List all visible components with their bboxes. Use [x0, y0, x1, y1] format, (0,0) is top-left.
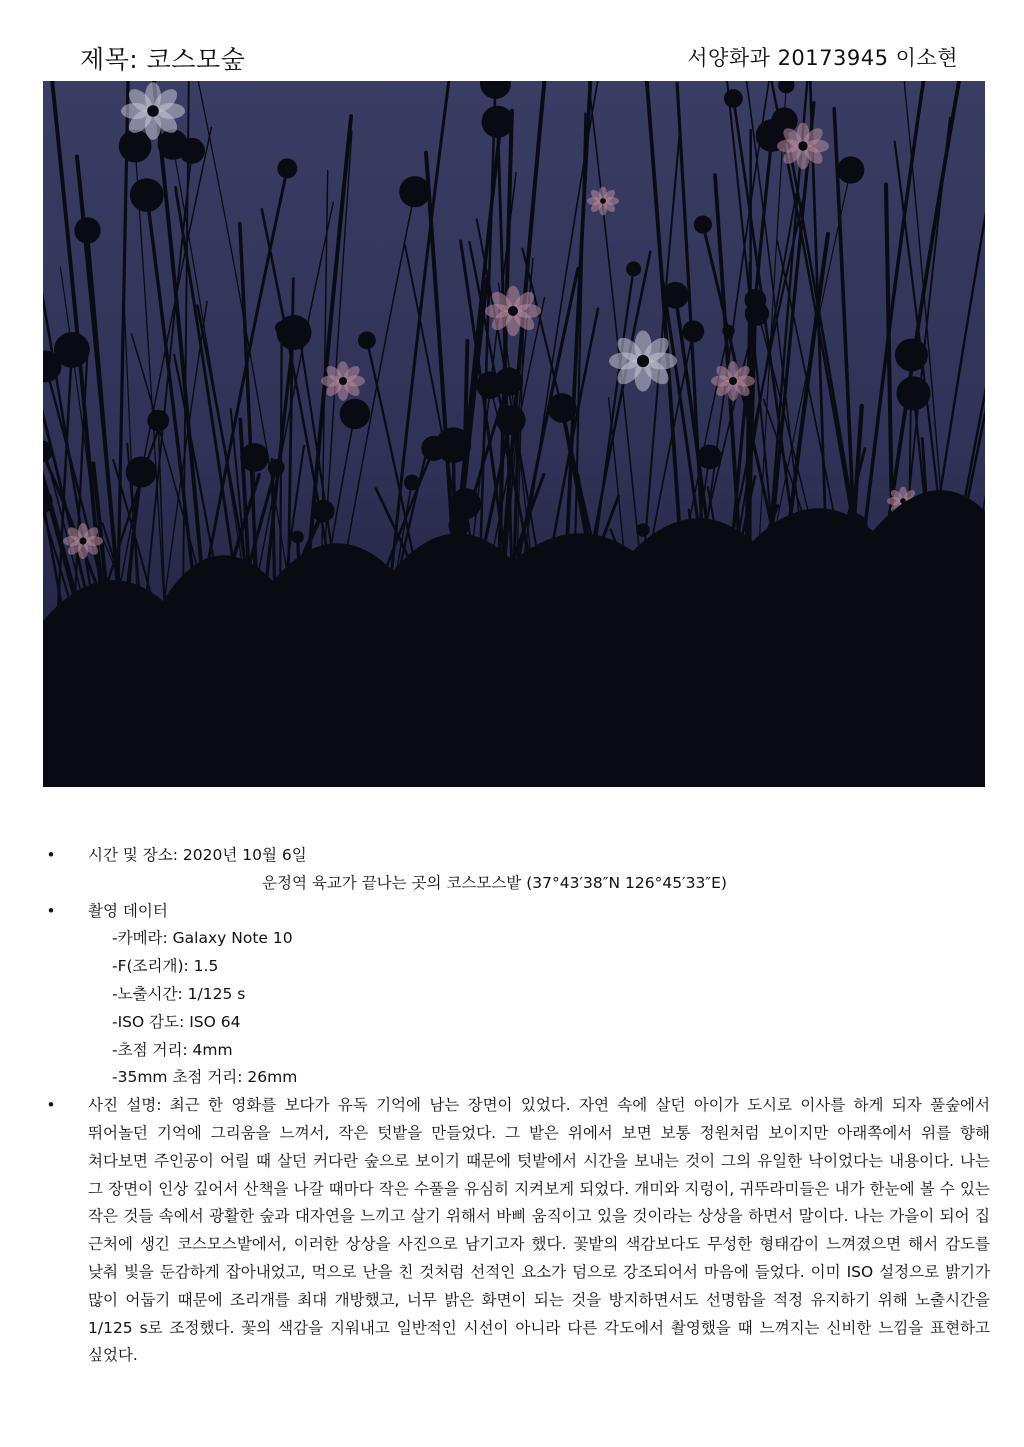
document-title: 제목: 코스모숲: [80, 45, 246, 74]
cosmos-flower: [711, 361, 755, 401]
shooting-data-item-aperture: -F(조리개): 1.5: [112, 957, 219, 976]
shooting-data-heading: 촬영 데이터: [88, 901, 168, 920]
flower-bud-silhouette: [179, 138, 205, 164]
flower-bud-silhouette: [662, 282, 689, 309]
flower-bud-silhouette: [682, 320, 704, 342]
time-place-section: [44, 842, 994, 898]
flower-bud-silhouette: [240, 443, 269, 472]
shooting-data-item-focal: -초점 거리: 4mm: [112, 1040, 233, 1059]
cosmos-flower: [121, 82, 185, 140]
shooting-data-item-focal35: -35mm 초점 거리: 26mm: [112, 1068, 298, 1087]
flower-bud-silhouette: [147, 410, 169, 432]
description-section: [44, 1092, 994, 1370]
flower-bud-silhouette: [745, 302, 769, 326]
shooting-data-item-camera: -카메라: Galaxy Note 10: [112, 929, 293, 948]
cosmos-photo: [43, 81, 985, 787]
flower-bud-silhouette: [277, 158, 297, 178]
flower-bud-silhouette: [476, 372, 503, 399]
document-header: [80, 40, 958, 74]
flower-bud-silhouette: [496, 405, 525, 434]
flower-bud-silhouette: [404, 475, 420, 491]
photo-description: 사진 설명: 최근 한 영화를 보다가 유독 기억에 남는 장면이 있었다. 자연 속에 살던 아이가 도시로 이사를 하게 되자 풀숲에서 뛰어놀던 기억에 그리움을 느껴서, 작은 텃밭을 만들었다. 그 밭은 위에서 보면 보통 정원처럼 보이지만 아래쪽에서 위를 향해 쳐다보면 주인공이 어릴 때 살던 커다란 숲으로 보이기 때문에 텃밭에서 시간을 보내는 것이 그의 유일한 낙이었다는 내용이다. 나는 그 장면이 인상 깊어서 산책을 나갈 때마다 작은 수풀을 유심히 지켜보게 되었다. 개미와 지렁이, 귀뚜라미들은 내가 한눈에 볼 수 있는 작은 것들 속에서 광활한 숲과 대자연을 느끼고 살기 위해서 바삐 움직이고 있을 것이라는 상상을 하면서 말이다. 나는 가을이 되어 집 근처에 생긴 코스모스밭에서, 이러한 상상을 사진으로 남기고자 했다. 꽃밭의 색감보다도 무성한 형태감이 느껴졌으면 해서 감도를 낮춰 빛을 둔감하게 잡아내었고, 먹으로 난을 친 것처럼 선적인 요소가 덤으로 강조되어서 마음에 들었다. 이미 ISO 설정으로 밝기가 많이 어둡기 때문에 조리개를 최대 개방했고, 너무 밝은 화면이 되는 것을 방지하면서도 선명함을 적정 유지하기 위해 노출시간을 1/125 s로 조정했다. 꽃의 색감을 지워내고 일반적인 시선이 아니라 다른 각도에서 촬영했을 때 느껴지는 신비한 느낌을 표현하고 싶었다.: [88, 1096, 990, 1365]
flower-bud-silhouette: [126, 457, 157, 488]
flower-bud-silhouette: [291, 531, 304, 544]
flower-bud-silhouette: [399, 176, 430, 207]
cosmos-flower: [63, 523, 103, 559]
cosmos-flower: [609, 330, 677, 391]
flower-bud-silhouette: [694, 216, 712, 234]
flower-bud-silhouette: [895, 339, 928, 372]
location-line: 운정역 육교가 끝나는 곳의 코스모스밭 (37°43′38″N 126°45′33″E): [262, 873, 727, 892]
time-place-line: 시간 및 장소: 2020년 10월 6일: [88, 846, 307, 864]
flower-bud-silhouette: [312, 500, 335, 523]
flower-bud-silhouette: [275, 321, 288, 334]
flower-bud-silhouette: [130, 178, 164, 212]
document-body: [44, 842, 994, 1370]
flower-bud-silhouette: [722, 325, 734, 337]
flower-bud-silhouette: [547, 393, 576, 422]
bullet-marker: •: [46, 901, 56, 920]
cosmos-flower: [485, 286, 541, 336]
flower-bud-silhouette: [119, 130, 152, 163]
flower-bud-silhouette: [837, 156, 864, 183]
flower-bud-silhouette: [482, 106, 514, 138]
flower-bud-silhouette: [448, 515, 469, 536]
flower-bud-silhouette: [636, 523, 649, 536]
bullet-marker: •: [46, 1096, 56, 1115]
flower-bud-silhouette: [268, 459, 285, 476]
bullet-marker: •: [46, 846, 56, 864]
flower-bud-silhouette: [74, 217, 100, 243]
cosmos-flower: [321, 361, 365, 401]
flower-bud-silhouette: [897, 376, 931, 410]
author-info: 서양화과 20173945 이소현: [687, 46, 958, 70]
flower-bud-silhouette: [435, 427, 471, 463]
flower-bud-silhouette: [450, 488, 481, 519]
shooting-data-item-exposure: -노출시간: 1/125 s: [112, 984, 246, 1003]
cosmos-flower: [777, 123, 829, 170]
shooting-data-item-iso: -ISO 감도: ISO 64: [112, 1012, 241, 1031]
flower-bud-silhouette: [697, 445, 722, 470]
shooting-data-section: [44, 898, 994, 1093]
flower-bud-silhouette: [724, 89, 743, 108]
flower-bud-silhouette: [358, 331, 376, 349]
flower-bud-silhouette: [626, 261, 641, 276]
cosmos-silhouette-image: [43, 81, 985, 787]
cosmos-flower: [587, 187, 619, 216]
flower-bud-silhouette: [340, 399, 370, 429]
